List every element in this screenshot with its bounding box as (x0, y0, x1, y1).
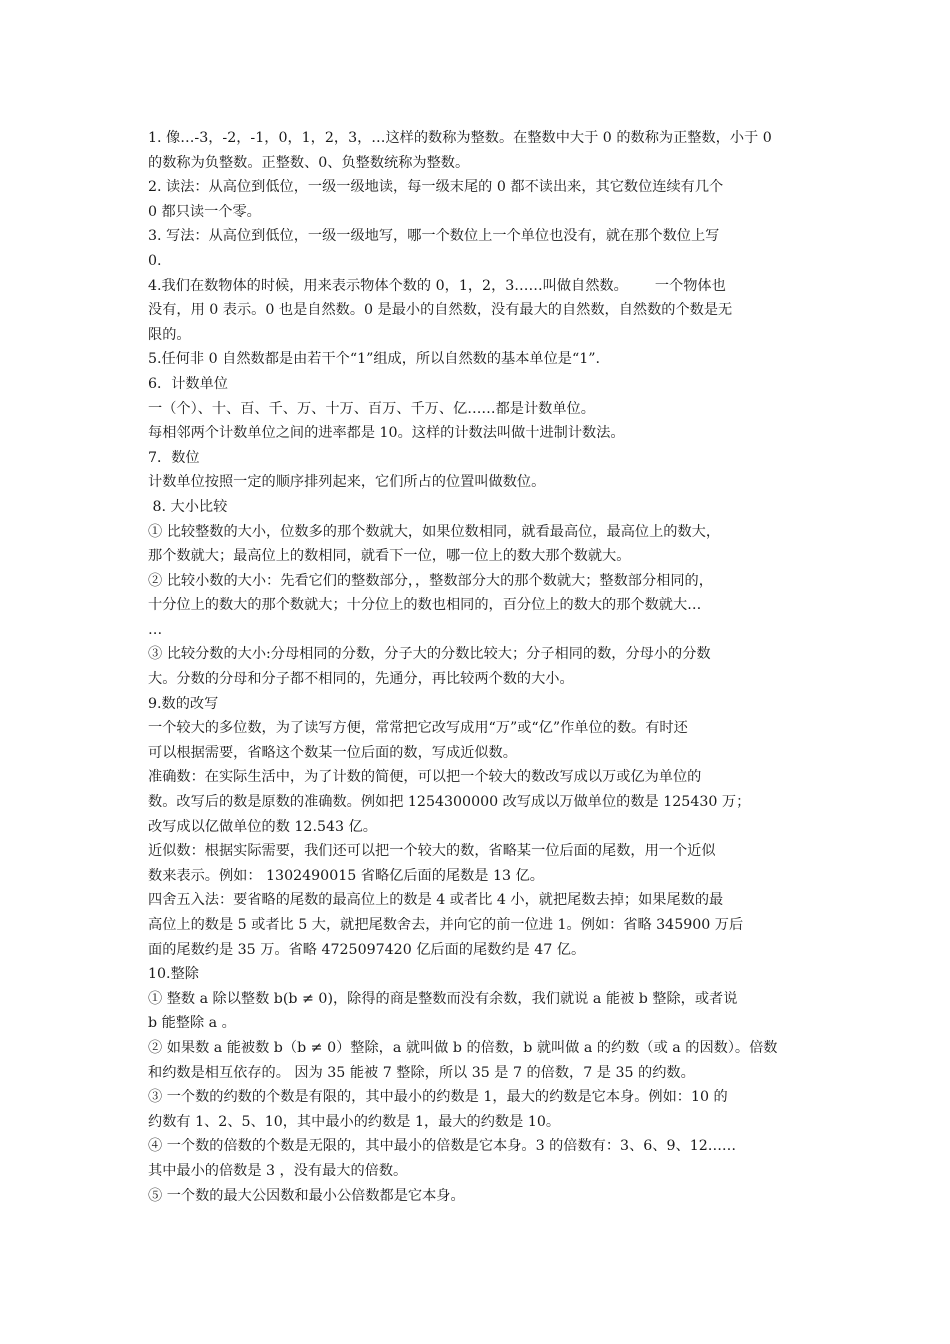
text-line: 十分位上的数大的那个数就大；十分位上的数也相同的，百分位上的数大的那个数就大… (148, 597, 702, 614)
text-line: 近似数：根据实际需要，我们还可以把一个较大的数，省略某一位后面的尾数，用一个近似 (148, 843, 716, 860)
text-line: 没有，用 0 表示。0 也是自然数。0 是最小的自然数，没有最大的自然数，自然数的个数是无 (148, 302, 733, 319)
text-line: 0 都只读一个零。 (148, 203, 261, 220)
text-line: 计数单位按照一定的顺序排列起来，它们所占的位置叫做数位。 (148, 474, 546, 491)
text-line: ③ 一个数的约数的个数是有限的，其中最小的约数是 1，最大的约数是它本身。例如：10 的 (148, 1089, 728, 1106)
text-line: 3. 写法：从高位到低位，一级一级地写，哪一个数位上一个单位也没有，就在那个数位上写 (148, 228, 720, 245)
text-line: 高位上的数是 5 或者比 5 大，就把尾数舍去，并向它的前一位进 1。例如：省略 345900 万后 (148, 917, 744, 933)
text-line: 准确数：在实际生活中，为了计数的简便，可以把一个较大的数改写成以万或亿为单位的 (148, 769, 702, 786)
document-body (148, 126, 803, 1208)
text-line: ① 比较整数的大小，位数多的那个数就大，如果位数相同，就看最高位，最高位上的数大， (148, 523, 721, 540)
text-line: 可以根据需要，省略这个数某一位后面的数，写成近似数。 (148, 744, 517, 761)
text-line: ⑤ 一个数的最大公因数和最小公倍数都是它本身。 (148, 1187, 465, 1204)
text-line: ② 如果数 a 能被数 b（b ≠ 0）整除，a 就叫做 b 的倍数，b 就叫做 a 的约数（或 a 的因数）。倍数 (148, 1039, 778, 1056)
text-line: 5.任何非 0 自然数都是由若干个“1”组成，所以自然数的基本单位是“1”. (148, 351, 601, 368)
text-line: 一（个）、十、百、千、万、十万、百万、千万、亿……都是计数单位。 (148, 400, 595, 417)
text-line: ① 整数 a 除以整数 b(b ≠ 0)，除得的商是整数而没有余数，我们就说 a 能被 b 整除，或者说 (148, 990, 738, 1007)
text-line: 约数有 1、2、5、10，其中最小的约数是 1，最大的约数是 10。 (148, 1113, 561, 1130)
text-line: 限的。 (148, 326, 191, 343)
text-line: … (148, 621, 163, 638)
text-line: 每相邻两个计数单位之间的进率都是 10。这样的计数法叫做十进制计数法。 (148, 425, 625, 442)
text-line: 0. (148, 252, 162, 269)
text-line: 大。分数的分母和分子都不相同的，先通分，再比较两个数的大小。 (148, 671, 574, 688)
text-line: 的数称为负整数。正整数、0、负整数统称为整数。 (148, 154, 470, 171)
text-line: 一个较大的多位数，为了读写方便，常常把它改写成用“万”或“亿”作单位的数。有时还 (148, 720, 688, 737)
text-line: ④ 一个数的倍数的个数是无限的，其中最小的倍数是它本身。3 的倍数有：3、6、9、12…… (148, 1138, 737, 1155)
text-line: 改写成以亿做单位的数 12.543 亿。 (148, 818, 377, 835)
text-line: 那个数就大；最高位上的数相同，就看下一位，哪一位上的数大那个数就大。 (148, 548, 631, 565)
text-line: 其中最小的倍数是 3 ，没有最大的倍数。 (148, 1162, 408, 1179)
text-line: 6．计数单位 (148, 375, 228, 392)
text-line: 8. 大小比较 (148, 498, 228, 515)
text-line: 2. 读法：从高位到低位，一级一级地读，每一级末尾的 0 都不读出来，其它数位连续有几个 (148, 179, 724, 196)
text-line: 面的尾数约是 35 万。省略 4725097420 亿后面的尾数约是 47 亿。 (148, 941, 586, 958)
text-line: ② 比较小数的大小：先看它们的整数部分，，整数部分大的那个数就大；整数部分相同的， (148, 572, 713, 589)
text-line: 四舍五入法：要省略的尾数的最高位上的数是 4 或者比 4 小，就把尾数去掉；如果尾数的最 (148, 892, 724, 909)
text-line: 10.整除 (148, 966, 199, 983)
text-line: 数。改写后的数是原数的准确数。例如把 1254300000 改写成以万做单位的数是 125430 万； (148, 794, 751, 811)
text-line: 9.数的改写 (148, 695, 219, 712)
text-line: 1. 像…-3，-2，-1，0，1，2，3，…这样的数称为整数。在整数中大于 0 的数称为正整数，小于 0 (148, 130, 772, 146)
text-line: b 能整除 a 。 (148, 1015, 236, 1032)
text-line: 7．数位 (148, 449, 200, 466)
text-line: ③ 比较分数的大小:分母相同的分数，分子大的分数比较大；分子相同的数，分母小的分数 (148, 646, 711, 663)
text-line: 和约数是相互依存的。 因为 35 能被 7 整除，所以 35 是 7 的倍数，7 是 35 的约数。 (148, 1064, 695, 1081)
text-line: 数来表示。例如： 1302490015 省略亿后面的尾数是 13 亿。 (148, 867, 544, 884)
text-line: 4.我们在数物体的时候，用来表示物体个数的 0，1，2，3……叫做自然数。 一个物体也 (148, 277, 726, 294)
